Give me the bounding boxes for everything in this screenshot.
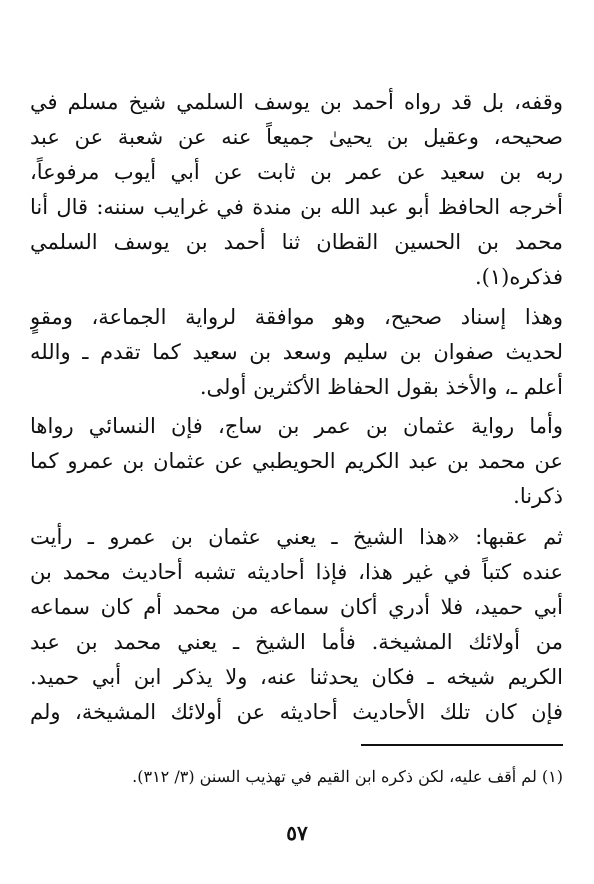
paragraph-4 xyxy=(30,520,563,730)
text-line: ربه بن سعيد عن عمر بن ثابت عن أبي أيوب مرفوعاً، xyxy=(30,160,563,184)
text-line: صحيحه، وعقيل بن يحيىٰ جميعاً عنه عن شعبة عن عبد xyxy=(30,125,563,149)
text-line: عنده كتباً في غير هذا، فإذا أحاديثه تشبه أحاديث محمد بن xyxy=(30,560,563,584)
text-line: ذكرنا. xyxy=(513,484,563,508)
text-line: لحديث صفوان بن سليم وسعد بن سعيد كما تقدم ـ والله xyxy=(30,340,563,364)
text-line: أخرجه الحافظ أبو عبد الله بن مندة في غرايب سننه: قال أنا xyxy=(30,195,563,219)
text-line: أبي حميد، فلا أدري أكان سماعه من محمد أم كان سماعه xyxy=(30,595,563,619)
text-line: الكريم شيخه ـ فكان يحدثنا عنه، ولا يذكر ابن أبي حميد. xyxy=(30,665,563,689)
paragraph-2 xyxy=(30,300,563,405)
text-line: فإن كان تلك الأحاديث أحاديثه عن أولائك المشيخة، ولم xyxy=(30,700,563,724)
text-line: محمد بن الحسين القطان ثنا أحمد بن يوسف السلمي xyxy=(30,230,563,254)
text-line: وقفه، بل قد رواه أحمد بن يوسف السلمي شيخ مسلم في xyxy=(30,90,563,114)
footnote-separator xyxy=(361,744,563,746)
footnote: (١) لم أقف عليه، لكن ذكره ابن القيم في تهذيب السنن (٣/ ٣١٢). xyxy=(132,767,563,786)
text-line: أعلم ـ، والأخذ بقول الحفاظ الأكثرين أولى. xyxy=(199,375,563,399)
text-line: وهذا إسناد صحيح، وهو موافقة لرواية الجماعة، ومقوٍ xyxy=(30,305,563,329)
text-line: من أولائك المشيخة. فأما الشيخ ـ يعني محمد بن عبد xyxy=(30,630,563,654)
paragraph-3 xyxy=(30,409,563,514)
text-line: عن محمد بن عبد الكريم الحويطبي عن عثمان بن عمرو كما xyxy=(30,449,563,473)
page-number: ٥٧ xyxy=(286,821,308,845)
text-line: وأما رواية عثمان بن عمر بن ساج، فإن النسائي رواها xyxy=(30,414,563,438)
text-line: ثم عقبها: «هذا الشيخ ـ يعني عثمان بن عمرو ـ رأيت xyxy=(30,525,563,549)
text-line: فذكره(١). xyxy=(475,265,563,289)
paragraph-1 xyxy=(30,85,563,295)
